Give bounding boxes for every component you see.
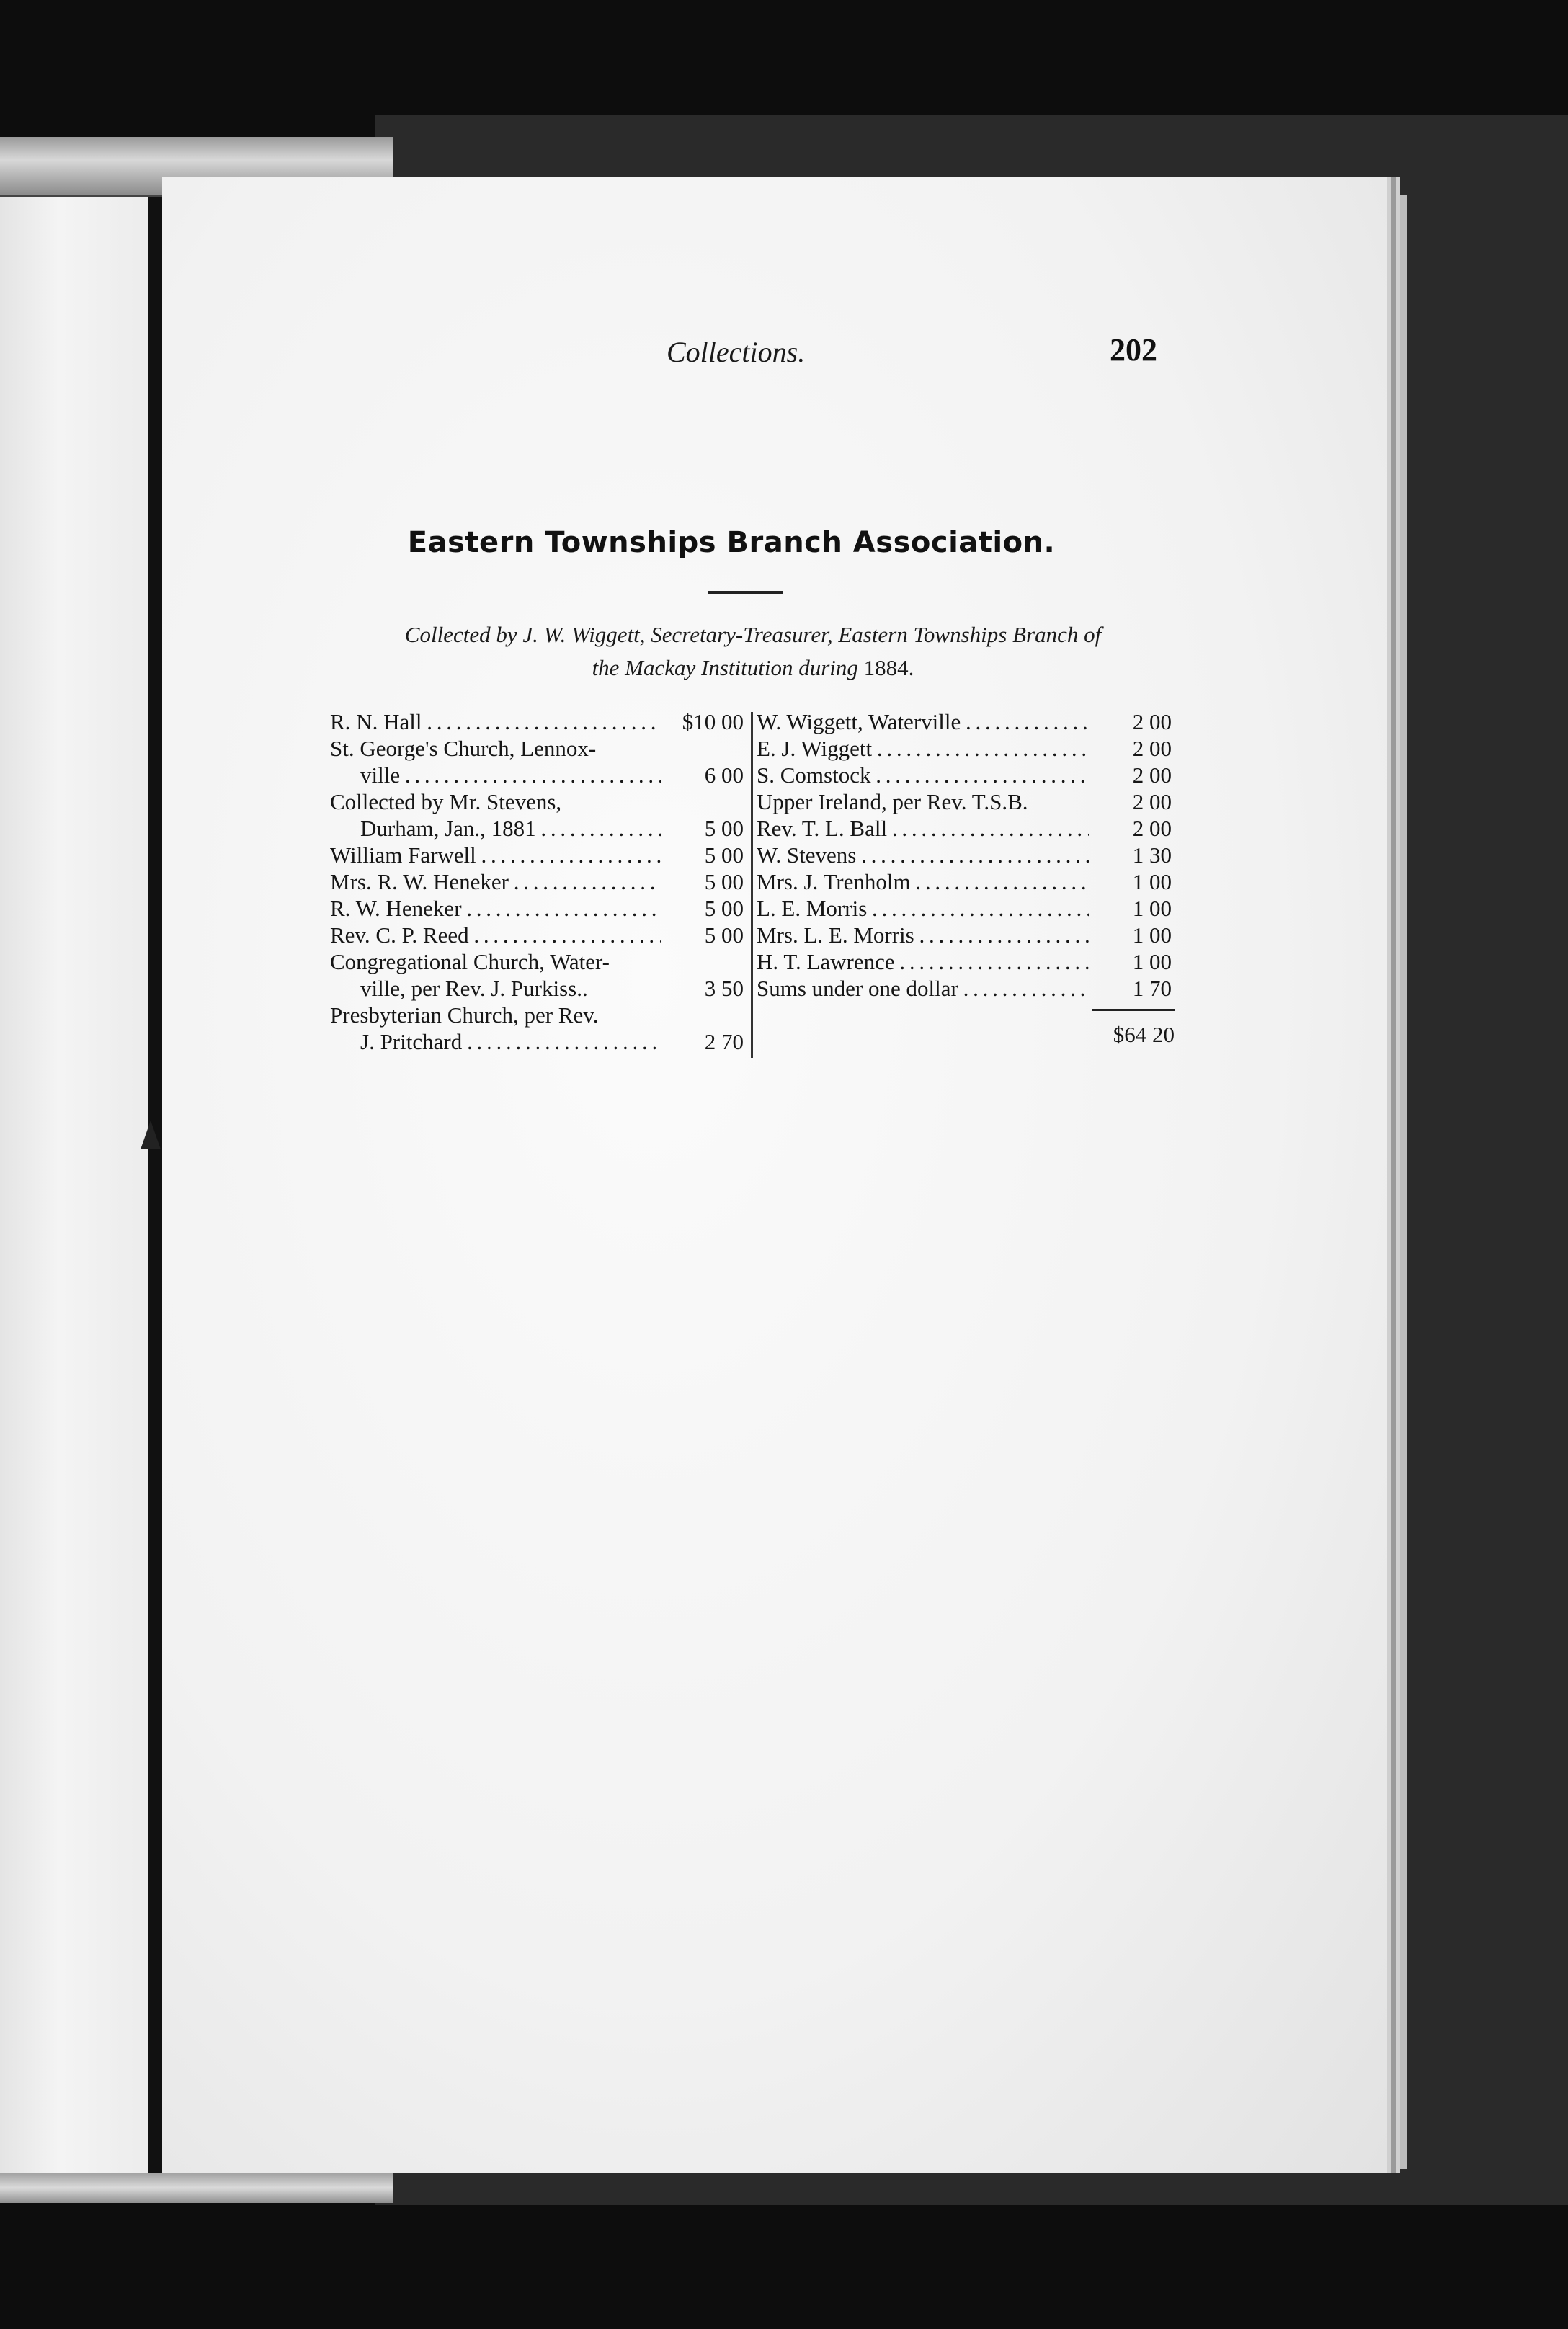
- right-row-name: H. T. Lawrence . . .: [757, 948, 1089, 975]
- binding-tape-bottom: [0, 2173, 393, 2203]
- collector-note: [328, 618, 1178, 685]
- left-row-name: Presbyterian Church, per Rev.: [330, 1002, 599, 1028]
- left-page-edge: [0, 195, 148, 2183]
- right-row-amount: 1 00: [1132, 922, 1172, 948]
- left-row-name: William Farwell . . .: [330, 842, 661, 868]
- fold-mark: [141, 1121, 161, 1149]
- left-row-name: St. George's Church, Lennox-: [330, 736, 597, 761]
- right-row-amount: 2 00: [1132, 709, 1172, 734]
- right-row-amount: 1 00: [1132, 896, 1172, 921]
- left-row-amount: [661, 788, 748, 815]
- collector-note-line-1: Collected by J. W. Wiggett, Secretary-Treasurer, Eastern Townships Branch of: [404, 622, 1102, 647]
- left-row-name: Durham, Jan., 1881 . . .: [330, 815, 661, 842]
- title-rule: [708, 591, 783, 594]
- left-row: [330, 762, 748, 788]
- left-row: [330, 922, 748, 948]
- right-row-amount: 2 00: [1132, 816, 1172, 841]
- collector-note-line-2: [328, 651, 1178, 685]
- right-row-name: Mrs. J. Trenholm . . .: [757, 868, 1089, 895]
- left-row: [330, 1002, 748, 1028]
- left-row-amount: 2 70: [704, 1029, 744, 1054]
- running-head: Collections.: [667, 336, 806, 368]
- left-row-name: ville, per Rev. J. Purkiss..: [360, 976, 588, 1001]
- column-divider: [751, 712, 753, 1058]
- right-row: [757, 975, 1176, 1002]
- right-row-amount: 1 00: [1132, 949, 1172, 974]
- right-row: [757, 895, 1176, 922]
- right-row-name: Sums under one dollar . . .: [757, 975, 1089, 1002]
- right-row-amount: 2 00: [1132, 789, 1172, 814]
- section-title: Eastern Townships Branch Association.: [407, 526, 1056, 559]
- total-rule: [1092, 1009, 1175, 1011]
- left-row-amount: 5 00: [704, 816, 744, 841]
- left-row: [330, 1028, 748, 1055]
- left-row-name: R. N. Hall . . .: [330, 708, 661, 735]
- left-row: [330, 868, 748, 895]
- right-row-name: S. Comstock . . .: [757, 762, 1089, 788]
- right-row-name: Upper Ireland, per Rev. T.S.B.: [757, 789, 1028, 814]
- left-row-name: R. W. Heneker . . .: [330, 895, 661, 922]
- left-row: [330, 788, 748, 815]
- left-row-amount: 5 00: [704, 896, 744, 921]
- right-row: [757, 815, 1176, 842]
- left-row-name: ville . . .: [330, 762, 661, 788]
- left-row: [330, 895, 748, 922]
- right-row: [757, 948, 1176, 975]
- right-column: [757, 708, 1176, 1002]
- right-row-name: W. Stevens . . .: [757, 842, 1089, 868]
- right-row: [757, 868, 1176, 895]
- book-page: [162, 177, 1387, 2173]
- right-row-name: Rev. T. L. Ball . . .: [757, 815, 1089, 842]
- left-row-amount: 5 00: [704, 869, 744, 894]
- right-row-name: Mrs. L. E. Morris . . .: [757, 922, 1089, 948]
- right-row-amount: 2 00: [1132, 736, 1172, 761]
- collector-note-line-2-text: the Mackay Institution during: [592, 655, 858, 680]
- left-row: [330, 708, 748, 735]
- left-column: [330, 708, 748, 1055]
- left-row: [330, 815, 748, 842]
- left-row-amount: 6 00: [704, 762, 744, 788]
- right-row: [757, 762, 1176, 788]
- right-row-amount: 1 00: [1132, 869, 1172, 894]
- page-number: 202: [1110, 332, 1157, 368]
- book-spine: [148, 144, 162, 2191]
- left-row-amount: 5 00: [704, 922, 744, 948]
- right-row-amount: 1 70: [1132, 976, 1172, 1001]
- left-row-name: Rev. C. P. Reed . . .: [330, 922, 661, 948]
- left-row-amount: [661, 1002, 748, 1028]
- left-row-amount: [661, 735, 748, 762]
- right-row-amount: 1 30: [1132, 842, 1172, 868]
- collector-note-year: 1884.: [863, 655, 914, 680]
- left-row: [330, 948, 748, 975]
- left-row-amount: 3 50: [704, 976, 744, 1001]
- right-row-name: E. J. Wiggett . . .: [757, 735, 1089, 762]
- right-row: [757, 788, 1176, 815]
- total-amount: $64 20: [1113, 1022, 1175, 1047]
- left-row-amount: [661, 948, 748, 975]
- right-row: [757, 735, 1176, 762]
- left-row-amount: 5 00: [704, 842, 744, 868]
- right-row-name: L. E. Morris . . .: [757, 895, 1089, 922]
- left-row-amount: $10 00: [682, 709, 744, 734]
- left-row: [330, 735, 748, 762]
- left-row-name: J. Pritchard . . .: [330, 1028, 661, 1055]
- right-row-amount: 2 00: [1132, 762, 1172, 788]
- right-row: [757, 922, 1176, 948]
- left-row: [330, 842, 748, 868]
- left-row-name: Collected by Mr. Stevens,: [330, 789, 562, 814]
- right-row: [757, 708, 1176, 735]
- left-row-name: Congregational Church, Water-: [330, 949, 610, 974]
- left-row: [330, 975, 748, 1002]
- left-row-name: Mrs. R. W. Heneker . . .: [330, 868, 661, 895]
- page-stack-edge: [1394, 195, 1407, 2169]
- right-row: [757, 842, 1176, 868]
- right-row-name: W. Wiggett, Waterville . . .: [757, 708, 1089, 735]
